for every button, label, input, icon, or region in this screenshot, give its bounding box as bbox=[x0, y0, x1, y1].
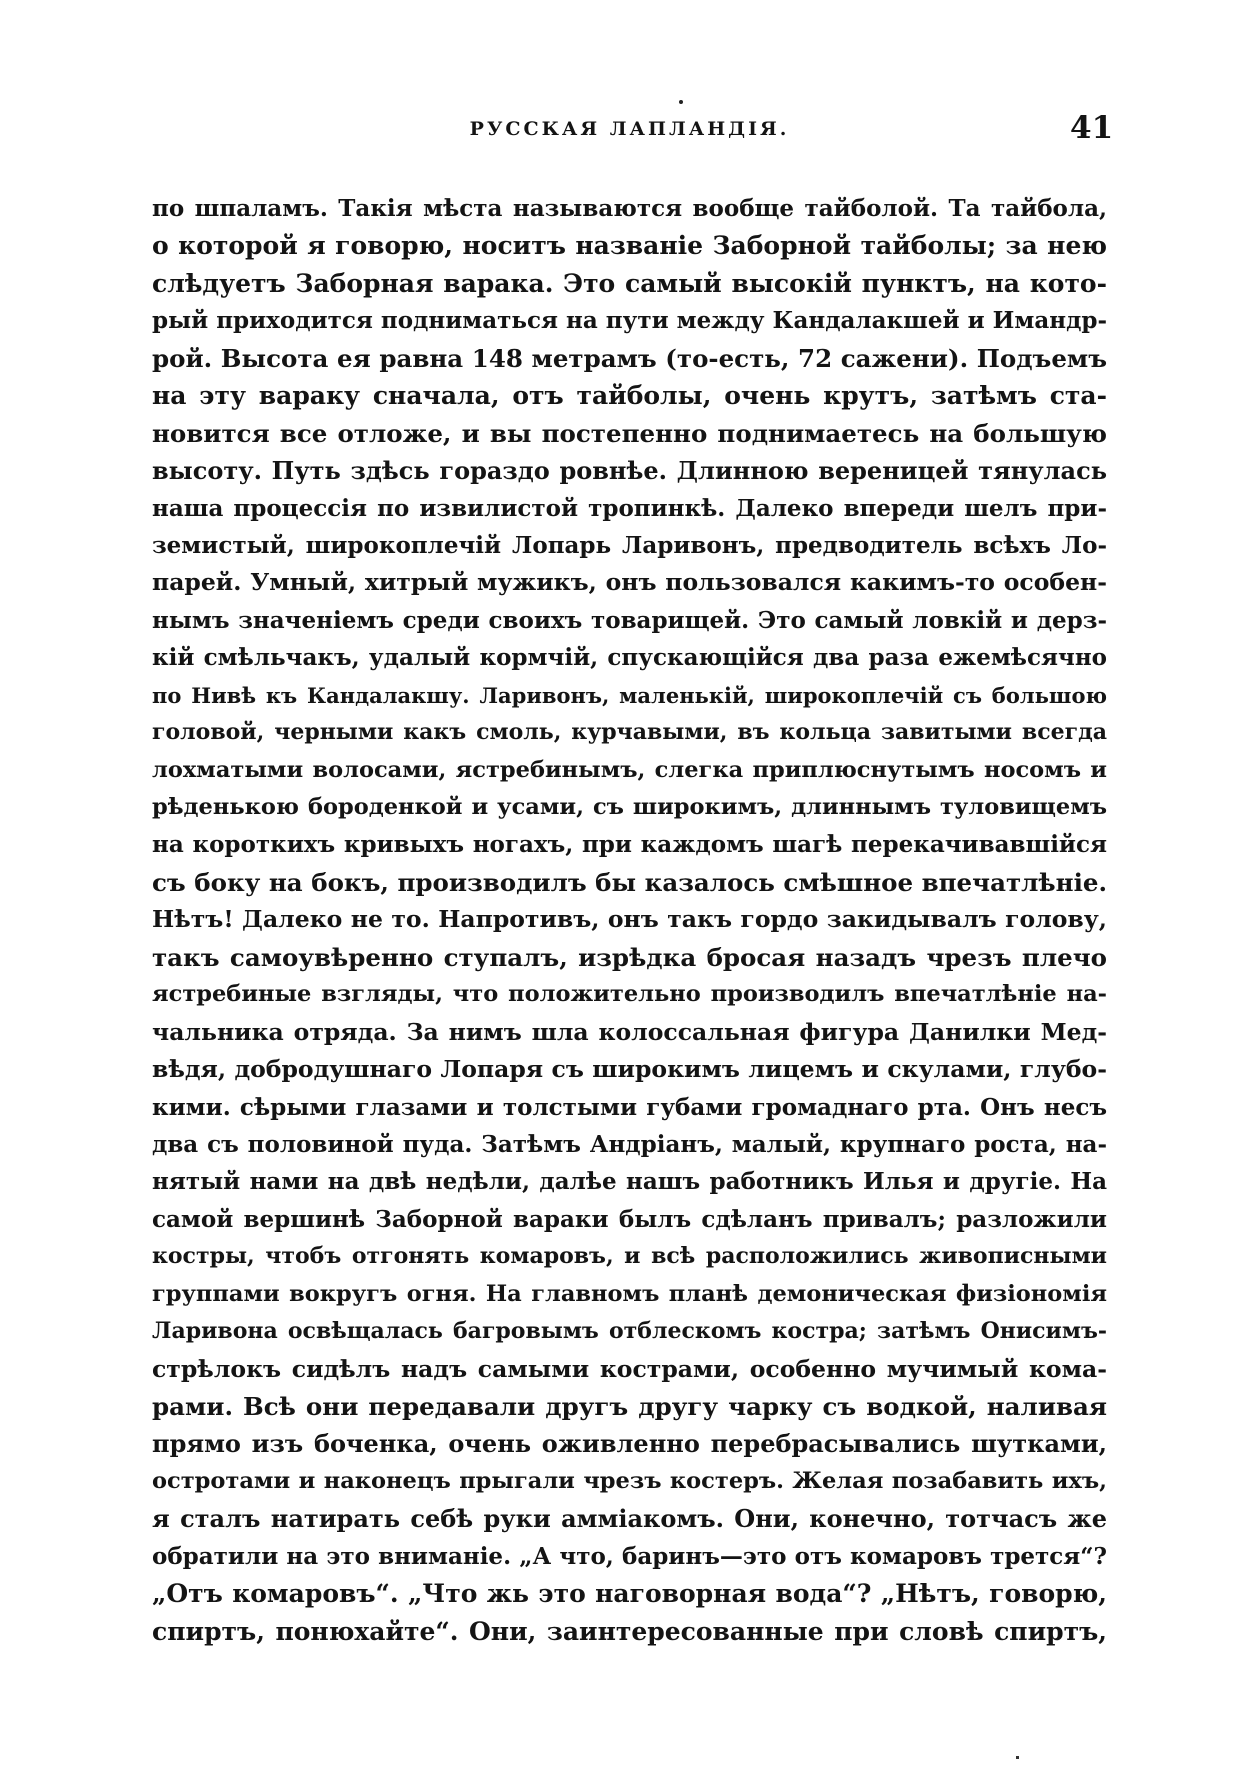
text-line: обратили на это вниманіе. „А что, баринъ—это отъ комаровъ трется“? bbox=[152, 1542, 1107, 1570]
print-speck bbox=[679, 100, 683, 104]
text-line: самой вершинѣ Заборной вараки былъ сдѣланъ привалъ; разложили bbox=[152, 1205, 1107, 1233]
text-line: стрѣлокъ сидѣлъ надъ самыми кострами, особенно мучимый кома- bbox=[152, 1354, 1107, 1383]
text-line: рый приходится подниматься на пути между Кандалакшей и Имандр- bbox=[152, 307, 1107, 335]
text-line: рѣденькою бороденкой и усами, съ широкимъ, длиннымъ туловищемъ bbox=[152, 794, 1107, 820]
text-line: парей. Умный, хитрый мужикъ, онъ пользовался какимъ-то особен- bbox=[152, 568, 1107, 597]
text-line: нятый нами на двѣ недѣли, далѣе нашъ работникъ Илья и другіе. На bbox=[152, 1168, 1107, 1196]
text-line: два съ половиной пуда. Затѣмъ Андріанъ, малый, крупнаго роста, на- bbox=[152, 1130, 1107, 1158]
text-line: Нѣтъ! Далеко не то. Напротивъ, онъ такъ гордо закидывалъ голову, bbox=[152, 905, 1107, 934]
text-line: ястребиные взгляды, что положительно производилъ впечатлѣніе на- bbox=[152, 981, 1107, 1008]
text-line: по шпаламъ. Такія мѣста называются вообще тайболой. Та тайбола, bbox=[152, 195, 1107, 222]
text-line: спиртъ, понюхайте“. Они, заинтересованные при словѣ спиртъ, bbox=[152, 1616, 1107, 1646]
text-line: такъ самоувѣренно ступалъ, изрѣдка бросая назадъ чрезъ плечо bbox=[152, 942, 1107, 972]
text-line: прямо изъ боченка, очень оживленно перебрасывались шутками, bbox=[152, 1429, 1107, 1459]
text-line: кими. сѣрыми глазами и толстыми губами громаднаго рта. Онъ несъ bbox=[152, 1093, 1107, 1121]
text-line: новится все отложе, и вы постепенно поднимаетесь на большую bbox=[152, 418, 1107, 448]
text-line: вѣдя, добродушнаго Лопаря съ широкимъ лицемъ и скулами, глубо- bbox=[152, 1055, 1107, 1084]
text-line: „Отъ комаровъ“. „Что жь это наговорная вода“? „Нѣтъ, говорю, bbox=[152, 1579, 1107, 1609]
text-line: лохматыми волосами, ястребинымъ, слегка приплюснутымъ носомъ и bbox=[152, 756, 1107, 783]
text-line: рой. Высота ея равна 148 метрамъ (то-есть, 72 сажени). Подъемъ bbox=[152, 343, 1107, 373]
text-line: по Нивѣ къ Кандалакшу. Ларивонъ, маленькій, широкоплечій съ большою bbox=[152, 682, 1107, 708]
text-line: слѣдуетъ Заборная варака. Это самый высокій пунктъ, на кото- bbox=[152, 268, 1107, 298]
text-line: земистый, широкоплечій Лопарь Ларивонъ, предводитель всѣхъ Ло- bbox=[152, 531, 1107, 559]
text-line: я сталъ натирать себѣ руки амміакомъ. Они, конечно, тотчасъ же bbox=[152, 1504, 1107, 1534]
print-speck bbox=[1016, 1756, 1019, 1759]
text-line: нымъ значеніемъ среди своихъ товарищей. Это самый ловкій и дерз- bbox=[152, 606, 1107, 634]
text-line: о которой я говорю, носитъ названіе Заборной тайболы; за нею bbox=[152, 231, 1107, 261]
text-line: кій смѣльчакъ, удалый кормчій, спускающійся два раза ежемѣсячно bbox=[152, 644, 1107, 672]
text-line: головой, черными какъ смоль, курчавыми, въ кольца завитыми всегда bbox=[152, 719, 1107, 746]
text-line: высоту. Путь здѣсь гораздо ровнѣе. Длинною вереницей тянулась bbox=[152, 456, 1107, 486]
text-line: рами. Всѣ они передавали другъ другу чарку съ водкой, наливая bbox=[152, 1392, 1107, 1421]
text-line: на короткихъ кривыхъ ногахъ, при каждомъ шагѣ перекачивавшійся bbox=[152, 831, 1107, 859]
running-title: РУССКАЯ ЛАПЛАНДІЯ. bbox=[469, 118, 790, 140]
body-text bbox=[152, 190, 1107, 1650]
text-line: наша процессія по извилистой тропинкѣ. Далеко впереди шелъ при- bbox=[152, 494, 1107, 522]
text-line: чальника отряда. За нимъ шла колоссальная фигура Данилки Мед- bbox=[152, 1017, 1107, 1046]
page-number: 41 bbox=[1070, 110, 1114, 146]
text-line: костры, чтобъ отгонять комаровъ, и всѣ расположились живописными bbox=[152, 1243, 1107, 1270]
text-line: на эту вараку сначала, отъ тайболы, очень крутъ, затѣмъ ста- bbox=[152, 381, 1107, 411]
text-line: Ларивона освѣщалась багровымъ отблескомъ костра; затѣмъ Онисимъ- bbox=[152, 1318, 1107, 1345]
text-line: остротами и наконецъ прыгали чрезъ костеръ. Желая позабавить ихъ, bbox=[152, 1467, 1107, 1494]
text-line: группами вокругъ огня. На главномъ планѣ демоническая физіономія bbox=[152, 1280, 1107, 1307]
text-line: съ боку на бокъ, производилъ бы казалось смѣшное впечатлѣніе. bbox=[152, 867, 1107, 897]
